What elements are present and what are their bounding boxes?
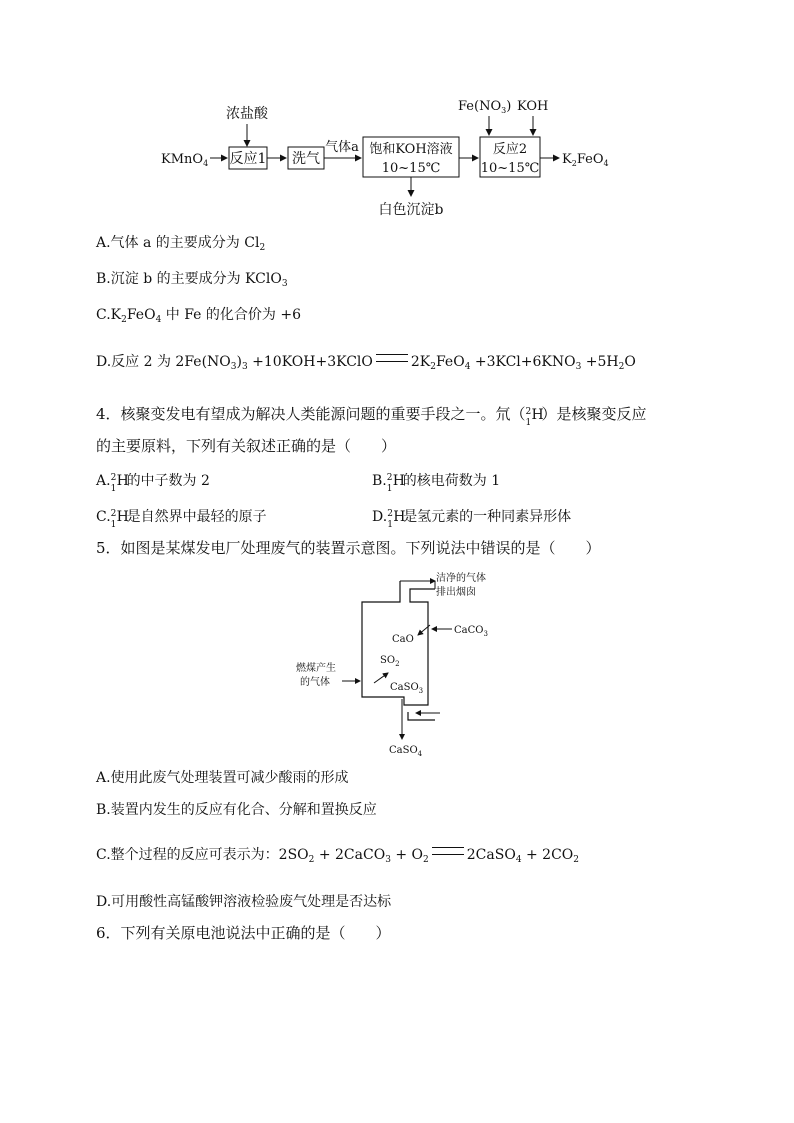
deuterium-symbol: 2 1 H — [525, 407, 544, 428]
q3-option-d: D.反应 2 为 $2Fe(NO_3)_3$ +10KOH+3KClO $2K_2FeO_4 +3KCl+6KNO_3 +5H_2O$ — [96, 354, 636, 372]
q5-stem: 5．如图是某煤发电厂处理废气的装置示意图。下列说法中错误的是（ ） — [96, 539, 601, 557]
white-ppt-label: 白色沉淀b — [378, 202, 444, 218]
wash-label: 洗气 — [292, 151, 320, 167]
q4-option-d: D. 2 1 H 是氢元素的一种同素异形体 — [372, 509, 572, 530]
q6-stem: 6．下列有关原电池说法中正确的是（ ） — [96, 924, 391, 942]
q4-stem-line2: 的主要原料，下列有关叙述正确的是（ ） — [96, 437, 397, 455]
clean-gas-label-1: 洁净的气体 — [436, 573, 486, 584]
q4-option-b: B. 2 1 H 的核电荷数为 1 — [372, 473, 501, 494]
equals-sign — [376, 354, 408, 362]
kmno4-label: KMnO$_4$ — [161, 152, 209, 168]
clean-gas-label-2: 排出烟囱 — [436, 587, 476, 598]
flue-gas-apparatus — [290, 567, 530, 762]
coal-gas-label-2: 的气体 — [300, 677, 330, 688]
q4-option-c: C. 2 1 H 是自然界中最轻的原子 — [96, 509, 267, 530]
equals-sign — [432, 847, 464, 855]
sat-koh-temp: 10~15℃ — [381, 161, 441, 176]
k2feo4-label: $K_2FeO_4$ — [562, 152, 609, 168]
q5-option-a: A.使用此废气处理装置可减少酸雨的形成 — [96, 770, 349, 786]
q4-option-a: A. 2 1 H 的中子数为 2 — [96, 473, 210, 494]
svg-text:浓盐酸: 浓盐酸 — [226, 106, 268, 122]
gas-a-label: 气体a — [325, 140, 359, 155]
fe-no3-label: $Fe(NO_3)$ — [458, 99, 512, 115]
caco3-label: CaCO$_3$ — [454, 625, 488, 638]
caso3-label: CaSO$_3$ — [390, 682, 424, 695]
coal-gas-label-1: 燃煤产生 — [296, 663, 336, 674]
q3-option-c: $C.K_2FeO_4$ 中 Fe 的化合价为 +6 — [96, 307, 301, 325]
q3-option-b: B.沉淀 b 的主要成分为 KClO$_3$ — [96, 271, 288, 289]
reaction2-temp: 10~15℃ — [480, 161, 540, 176]
koh-label: KOH — [517, 99, 549, 114]
so2-arrow — [374, 673, 388, 683]
q5-option-b: B.装置内发生的反应有化合、分解和置换反应 — [96, 802, 377, 818]
q5-option-c: C.整个过程的反应可表示为：$2SO_2$ + 2CaCO$_3$ + $O_2$ 2CaSO$_4$ + $2CO_2$ — [96, 847, 580, 865]
q5-option-d: D.可用酸性高锰酸钾溶液检验废气处理是否达标 — [96, 894, 392, 910]
sat-koh-label: 饱和KOH溶液 — [369, 142, 453, 157]
hcl-label — [226, 105, 269, 122]
q4-stem-line1: 4．核聚变发电有望成为解决人类能源问题的重要手段之一。氘（ 2 1 H ）是核聚变反应 — [96, 405, 647, 428]
reaction2-label: 反应2 — [492, 142, 528, 157]
cao-label: CaO — [392, 634, 414, 645]
so2-label: $SO_2$ — [380, 655, 400, 668]
q3-option-a: A.气体 a 的主要成分为 $Cl_2$ — [96, 235, 266, 253]
reaction1-label: 反应1 — [229, 151, 267, 167]
caso4-label: CaSO$_4$ — [389, 745, 423, 758]
